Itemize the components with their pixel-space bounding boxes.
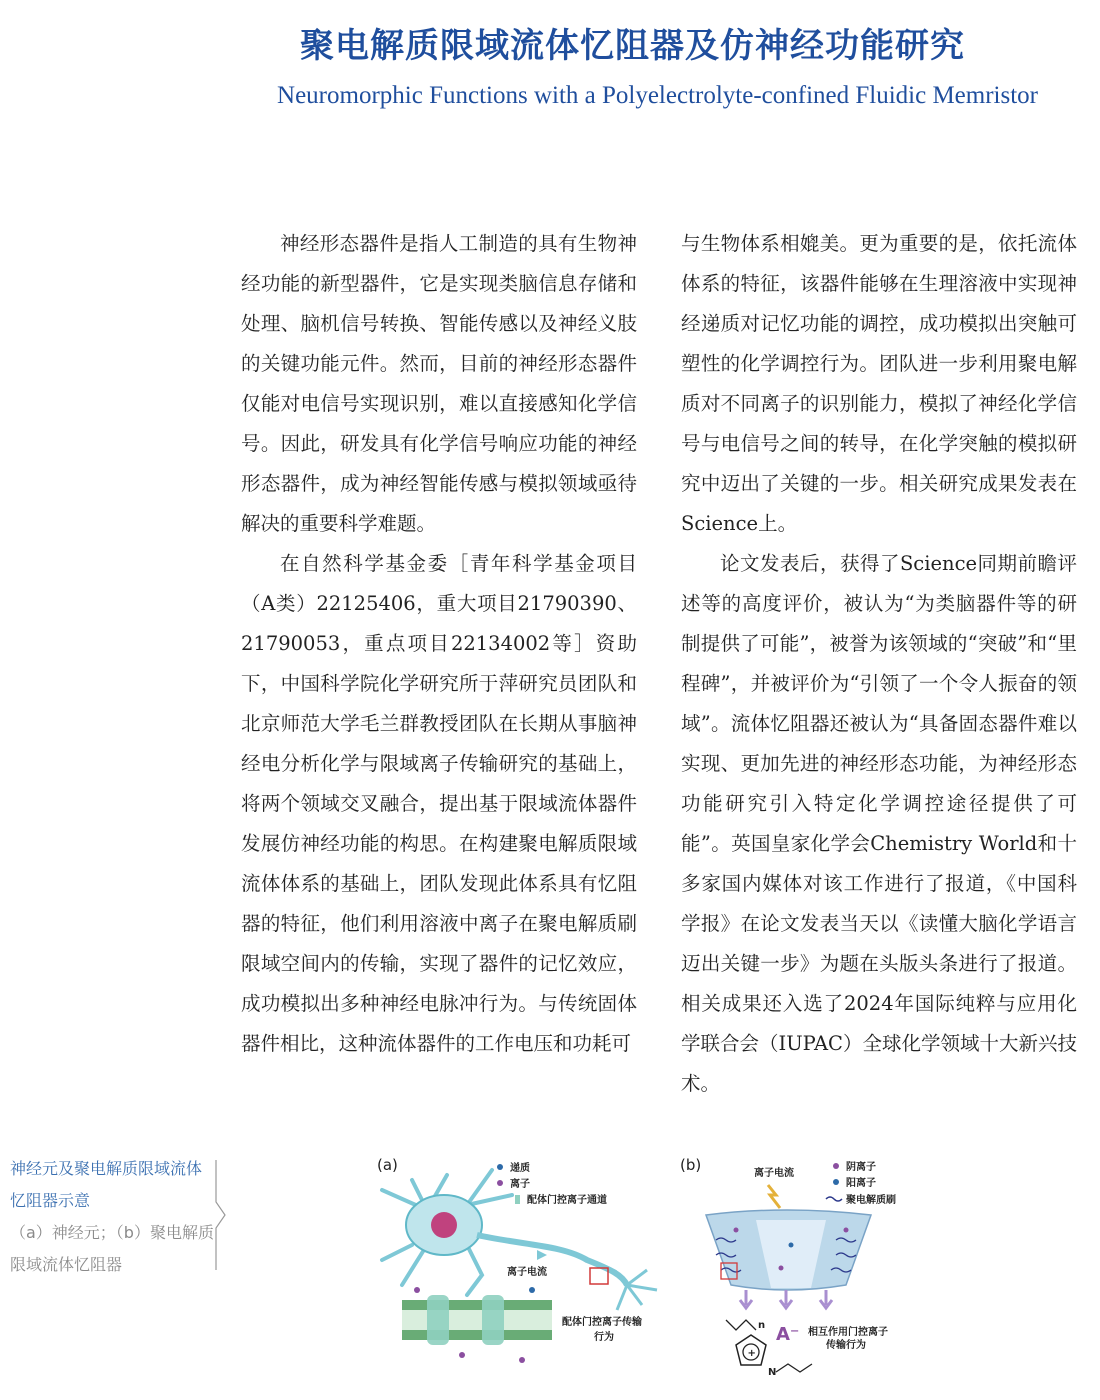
figure-panel-neuron: [372, 1150, 672, 1390]
article-column-left: [241, 224, 637, 1064]
n-atom: N: [768, 1367, 777, 1378]
legend-brush: 聚电解质刷: [846, 1195, 896, 1206]
ion-legend-dot: [497, 1180, 503, 1186]
anion-particle: [734, 1228, 739, 1233]
paragraph-continued: 与生物体系相媲美。更为重要的是，依托流体体系的特征，该器件能够在生理溶液中实现神经递质对记忆功能的调控，成功模拟出突触可塑性的化学调控行为。团队进一步利用聚电解质对不同离子的识别能力，模拟了神经化学信号与电信号之间的转导，在化学突触的模拟研究中迈出了关键的一步。相关研究成果发表在Science上。: [681, 232, 1077, 535]
legend-cation: 阳离子: [846, 1178, 876, 1189]
article-column-right: [681, 224, 1077, 1104]
neuron-illustration: [372, 1150, 672, 1390]
nucleus: [431, 1212, 457, 1238]
transport-label-b-line1: 相互作用门控离子: [808, 1327, 888, 1338]
legend-anion: 阴离子: [846, 1162, 876, 1173]
alkyl-chain: [776, 1364, 812, 1372]
figure-caption-title: 神经元及聚电解质限域流体忆阻器示意: [10, 1159, 203, 1210]
plus-sign: +: [747, 1348, 756, 1359]
neuron-cell: [382, 1170, 657, 1310]
paragraph-intro: 神经形态器件是指人工制造的具有生物神经功能的新型器件，它是实现类脑信息存储和处理、脑机信号转换、智能传感以及神经义肢的关键功能元件。然而，目前的神经形态器件仅能对电信号实现识别，难以直接感知化学信号。因此，研发具有化学信号响应功能的神经形态器件，成为神经智能传感与模拟领域亟待解决的重要科学难题。: [241, 232, 637, 535]
transmitter-particle: [529, 1287, 535, 1293]
transport-label-a-line2: 行为: [594, 1332, 614, 1343]
cation-legend-dot: [833, 1179, 839, 1185]
figure-caption: [10, 1153, 215, 1281]
anion-particle: [779, 1266, 784, 1271]
anion-particle: [844, 1228, 849, 1233]
article-title-en: Neuromorphic Functions with a Polyelectrolyte-confined Fluidic Memristor: [277, 82, 1038, 109]
lightning-icon: [768, 1185, 780, 1208]
flow-arrows: [740, 1290, 832, 1308]
cell-membrane: [402, 1295, 552, 1345]
conical-pore: [706, 1210, 871, 1290]
panel-b-label: (b): [680, 1156, 702, 1174]
transport-label-b-line2: 传输行为: [826, 1340, 866, 1351]
figure-panel-memristor: [676, 1150, 906, 1390]
legend-ion: 离子: [510, 1179, 530, 1190]
ion-current-label-a: 离子电流: [507, 1267, 547, 1278]
legend-transmitter: 递质: [510, 1163, 530, 1174]
memristor-illustration: [676, 1150, 906, 1390]
paragraph-impact: 论文发表后，获得了Science同期前瞻评述等的高度评价，被认为“为类脑器件等的研制提供了可能”，被誉为该领域的“突破”和“里程碑”，并被评价为“引领了一个令人振奋的领域”。流体忆阻器还被认为“具备固态器件难以实现、更加先进的神经形态功能，为神经形态功能研究引入特定化学调控途径提供了可能”。英国皇家化学会Chemistry World和十多家国内媒体对该工作进行了报道，《中国科学报》在论文发表当天以《读懂大脑化学语言迈出关键一步》为题在头版头条进行了报道。相关成果还入选了2024年国际纯粹与应用化学联合会（IUPAC）全球化学领域十大新兴技术。: [681, 552, 1077, 1095]
ion-current-label-b: 离子电流: [754, 1168, 794, 1179]
polymer-backbone: [726, 1320, 756, 1330]
cation-particle: [789, 1243, 794, 1248]
article-title-cn: 聚电解质限域流体忆阻器及仿神经功能研究: [300, 26, 965, 66]
anion-legend-dot: [833, 1163, 839, 1169]
current-arrow: [537, 1250, 547, 1260]
caption-bracket: [215, 1160, 227, 1270]
panel-a-label: (a): [377, 1156, 398, 1174]
legend-channel: 配体门控离子通道: [527, 1195, 607, 1206]
figure-caption-subtitle: （a）神经元；（b）聚电解质限域流体忆阻器: [10, 1223, 214, 1274]
n-subscript: n: [758, 1320, 766, 1331]
paragraph-funding: 在自然科学基金委［青年科学基金项目（A类）22125406，重大项目21790390、21790053，重点项目22134002等］资助下，中国科学院化学研究所于萍研究员团队和北京师范大学毛兰群教授团队在长期从事脑神经电分析化学与限域离子传输研究的基础上，将两个领域交叉融合，提出基于限域流体器件发展仿神经功能的构思。在构建聚电解质限域流体体系的基础上，团队发现此体系具有忆阻器的特征，他们利用溶液中离子在聚电解质刷限域空间内的传输，实现了器件的记忆效应，成功模拟出多种神经电脉冲行为。与传统固体器件相比，这种流体器件的工作电压和功耗可: [241, 552, 637, 1055]
ion-particle: [459, 1352, 465, 1358]
transport-label-a-line1: 配体门控离子传输: [562, 1317, 642, 1328]
anion-symbol: A⁻: [776, 1324, 800, 1345]
ion-particle: [519, 1357, 525, 1363]
transmitter-legend-dot: [497, 1164, 503, 1170]
brush-legend-icon: [826, 1197, 842, 1201]
ion-particle: [414, 1287, 420, 1293]
channel-legend-icon: [515, 1195, 520, 1204]
